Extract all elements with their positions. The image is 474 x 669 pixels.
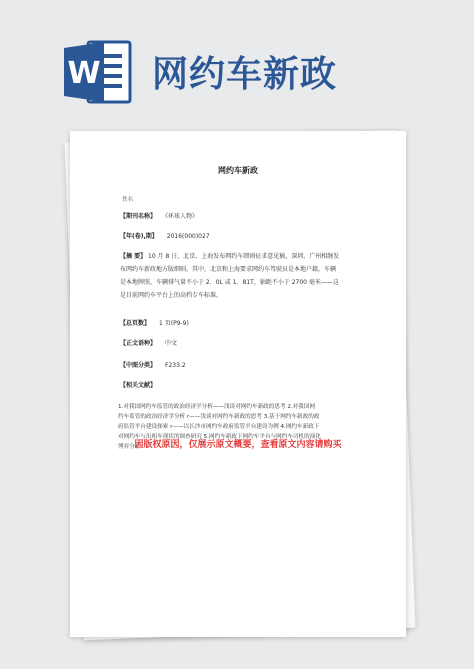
field-year-volume bbox=[120, 231, 210, 240]
header-banner bbox=[0, 0, 474, 118]
related-doc-line: 博弈分析 bbox=[118, 444, 141, 450]
related-doc-line: 府监管平台建设探索 r——以长沙市网约车政府监管平台建设为例 4.网约车新政下 bbox=[118, 424, 320, 430]
copyright-notice: 因版权原因，仅展示原文概要，查看原文内容请购买 bbox=[134, 440, 342, 450]
field-total-pages bbox=[120, 318, 189, 327]
field-journal-name bbox=[120, 211, 198, 220]
field-label: 【年(卷),期】 bbox=[120, 233, 158, 240]
related-docs-heading bbox=[120, 380, 156, 389]
field-label: 【总页数】 bbox=[120, 320, 151, 327]
abstract-line: 是目前网约车平台上的高档专车标准。 bbox=[120, 292, 223, 299]
field-classification bbox=[120, 360, 186, 369]
field-value: 中文 bbox=[165, 340, 178, 347]
field-label: 【正文语种】 bbox=[120, 340, 157, 347]
abstract-line: 是本地牌照，车辆排气量不小于 2．0L 或 1．81T，轴距不小于 2700 毫米——这 bbox=[120, 279, 339, 286]
field-label: 【中图分类】 bbox=[120, 362, 157, 369]
word-doc-icon bbox=[62, 38, 134, 106]
field-label: 【期刊名称】 bbox=[120, 213, 157, 220]
related-doc-line: 对网约车与出租车现状的调查研究 5.网约车新政下网约车平台与网约车司机的演化 bbox=[118, 434, 321, 440]
related-doc-line: 约车监管的政治经济学分析 r——浅谈对网约车新政的思考 3.基于网约车新政的政 bbox=[118, 414, 320, 420]
abstract-line: 【摘 要】 10 月 8 日，北京、上海发布网约车细则征求意见稿，深圳、广州相继发 bbox=[120, 253, 340, 260]
abstract-block bbox=[120, 250, 354, 302]
abstract-label: 【摘 要】 bbox=[120, 253, 147, 260]
related-doc-line: 1.对我国网约车监管的政治经济学分析——浅谈对网约车新政的思考 2.对我国网 bbox=[118, 404, 316, 410]
document-title: 网约车新政 bbox=[218, 166, 258, 175]
field-value: 《环球人物》 bbox=[165, 213, 199, 220]
field-language bbox=[120, 338, 177, 347]
field-label: 【相关文献】 bbox=[120, 382, 157, 389]
field-value: 2016(000)027 bbox=[166, 233, 210, 240]
banner-title: 网约车新政 bbox=[152, 54, 338, 95]
document-author: 佚名 bbox=[122, 197, 134, 203]
field-value: 1 页(P9-9) bbox=[159, 320, 189, 327]
document-page bbox=[70, 131, 406, 637]
field-value: F233.2 bbox=[165, 362, 186, 369]
word-logo-letter: W bbox=[67, 56, 101, 91]
abstract-line: 布网约车新政地方版细则。其中，北京和上海要求网约车驾驶员是本地户籍，车辆 bbox=[120, 266, 337, 273]
